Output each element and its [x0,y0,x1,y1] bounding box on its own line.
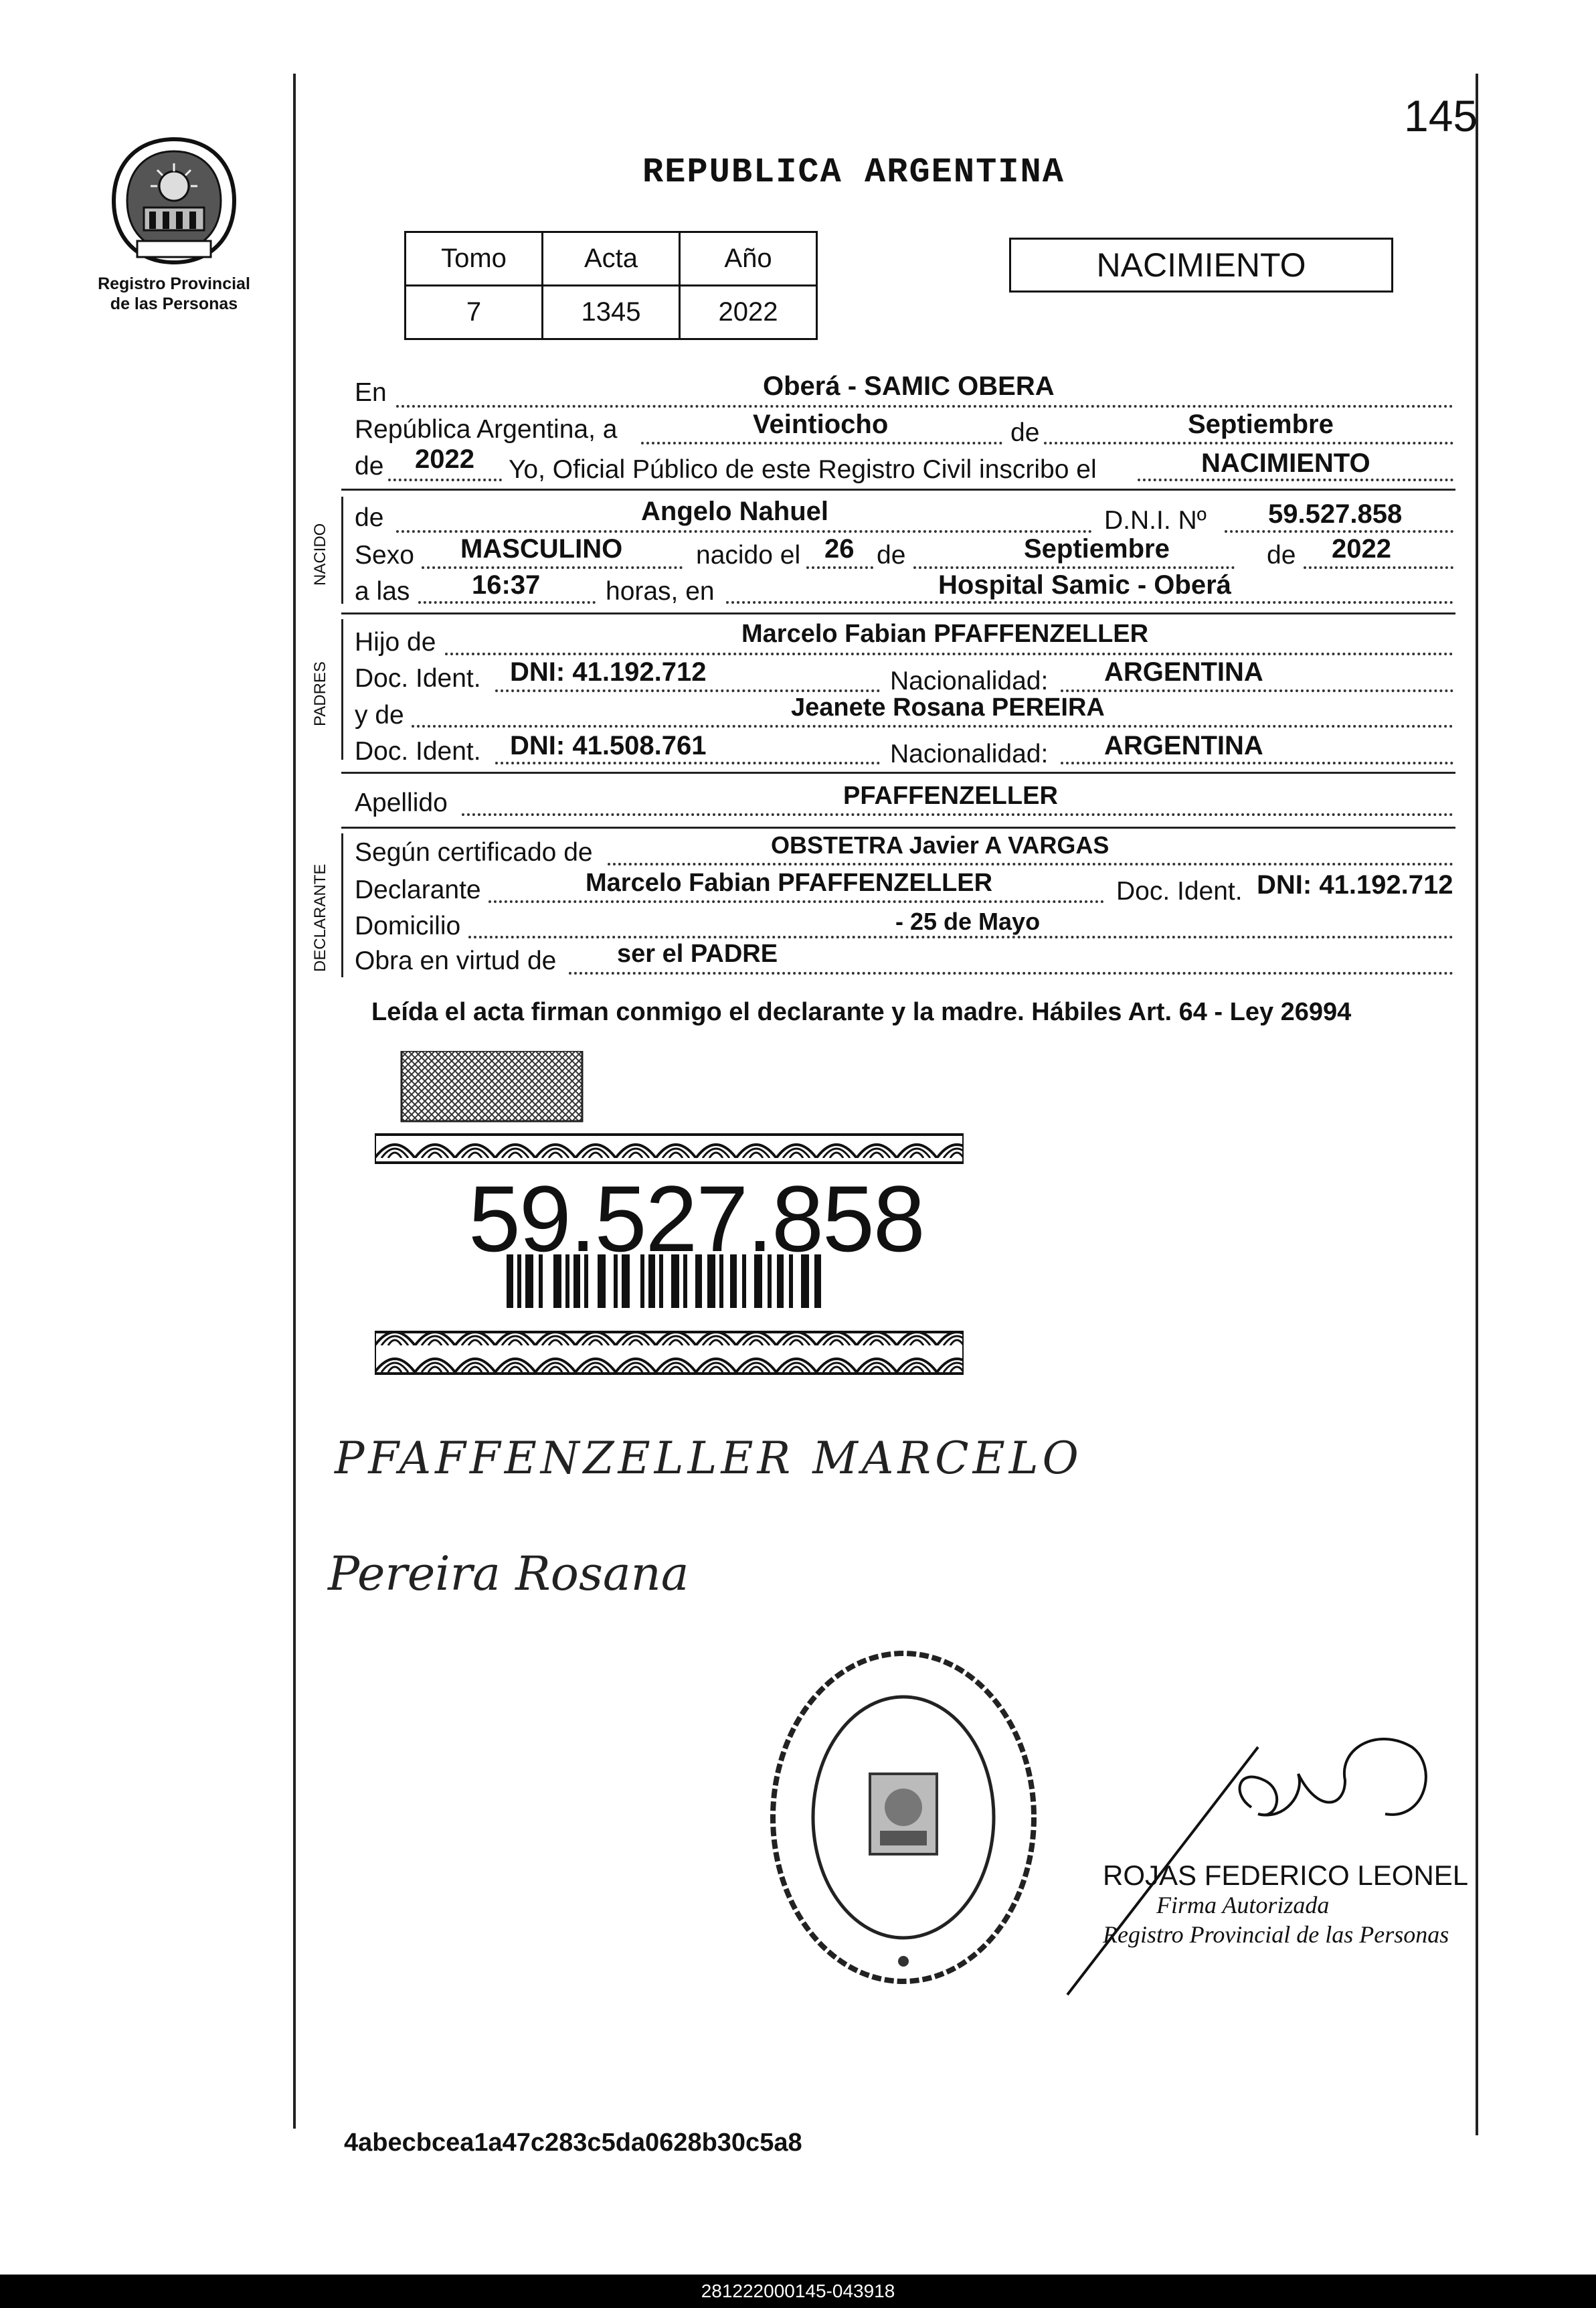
value-dia-nacimiento: 26 [824,534,855,564]
dots-hora [418,601,596,604]
ref-header-acta: Acta [543,232,680,286]
official-stamp-icon [763,1640,1044,1995]
dots-tipo [1138,479,1453,481]
value-anio-inscripcion: 2022 [415,444,474,474]
side-label-nacido: NACIDO [311,523,329,586]
nacido-bracket [341,497,343,604]
label-inscribo: Yo, Oficial Público de este Registro Civil inscribo el [509,455,1097,484]
dots-dia-nac [806,566,873,569]
officer-block [1103,1861,1468,1949]
declarante-bracket [341,833,343,977]
page-number: 145 [1404,91,1478,141]
ref-header-tomo: Tomo [406,232,543,286]
ref-value-anio: 2022 [680,286,817,339]
logo-caption-line2: de las Personas [110,295,238,313]
dots-dia [641,442,1002,444]
label-de-anio-nac: de [1267,541,1296,570]
dots-nombre [396,530,1092,533]
label-dni: D.N.I. Nº [1104,506,1207,535]
value-domicilio: - 25 de Mayo [895,908,1041,935]
label-doc-padre: Doc. Ident. [355,664,481,693]
separator-1 [341,489,1455,491]
value-obra: ser el PADRE [617,940,778,968]
side-label-padres: PADRES [311,661,329,726]
label-en: En [355,378,387,407]
father-signature: PFAFFENZELLER MARCELO [335,1432,1083,1484]
dots-mes [1044,442,1453,444]
value-padre: Marcelo Fabian PFAFFENZELLER [741,620,1149,648]
value-madre-doc: DNI: 41.508.761 [510,731,707,760]
value-madre: Jeanete Rosana PEREIRA [791,693,1105,722]
value-mes-inscripcion: Septiembre [1188,410,1334,439]
label-de-mes: de [1010,418,1040,447]
reference-table [404,231,818,340]
label-de-anio: de [355,452,384,481]
value-lugar: Oberá - SAMIC OBERA [763,372,1055,401]
dots-lugar-nac [726,601,1453,604]
document-hash: 4abecbcea1a47c283c5da0628b30c5a8 [344,2129,802,2157]
dots-certificado [608,863,1453,865]
value-sexo: MASCULINO [460,534,623,564]
dots-nac-madre [1061,762,1453,764]
dots-sexo [422,566,683,569]
label-declarante-doc: Doc. Ident. [1116,877,1243,906]
dots-anio-nac [1304,566,1453,569]
dots-doc-madre [495,762,880,764]
value-padre-nacionalidad: ARGENTINA [1104,657,1263,687]
value-declarante-doc: DNI: 41.192.712 [1257,870,1453,900]
dots-domicilio [468,936,1453,938]
country-title: REPUBLICA ARGENTINA [642,153,1065,192]
mother-signature: Pereira Rosana [328,1546,689,1601]
left-margin-line [293,74,296,2129]
dots-madre [412,725,1453,728]
officer-role: Firma Autorizada [1156,1892,1330,1918]
value-hora: 16:37 [472,570,541,600]
label-de-mes-nac: de [877,541,906,570]
ref-header-anio: Año [680,232,817,286]
dots-doc-padre [495,689,880,692]
value-nombre: Angelo Nahuel [641,497,829,526]
label-hijo-de: Hijo de [355,628,436,657]
footer-code: 281222000145-043918 [0,2275,1596,2308]
label-republica: República Argentina, a [355,415,618,444]
dots-anio [388,479,502,481]
value-dia-texto: Veintiocho [753,410,889,439]
padres-bracket [341,619,343,760]
label-doc-madre: Doc. Ident. [355,737,481,766]
dots-dni [1225,530,1453,533]
value-padre-doc: DNI: 41.192.712 [510,657,707,687]
dots-obra [569,972,1453,975]
separator-4 [341,827,1455,829]
value-madre-nacionalidad: ARGENTINA [1104,731,1263,760]
label-nacido-el: nacido el [696,541,801,570]
value-anio-nacimiento: 2022 [1332,534,1391,564]
label-domicilio: Domicilio [355,912,461,940]
side-label-declarante: DECLARANTE [311,863,329,972]
provincial-seal-icon [110,134,238,268]
label-apellido: Apellido [355,789,448,817]
value-tipo: NACIMIENTO [1201,448,1370,478]
logo-caption-line1: Registro Provincial [98,274,250,293]
closing-text: Leída el acta firman conmigo el declarante y la madre. Hábiles Art. 64 - Ley 26994 [371,998,1352,1026]
separator-3 [341,772,1455,774]
dots-padre [445,653,1453,655]
dni-sticker-number: 59.527.858 [468,1166,924,1271]
label-de-nombre: de [355,503,384,532]
separator-2 [341,612,1455,614]
registry-logo [94,134,254,328]
officer-name: ROJAS FEDERICO LEONEL [1103,1860,1469,1891]
right-margin-line [1476,74,1478,2135]
label-y-de: y de [355,701,404,730]
dots-mes-nac [913,566,1235,569]
dots-en [396,405,1453,408]
value-certificado: OBSTETRA Javier A VARGAS [771,831,1110,859]
value-apellido: PFAFFENZELLER [843,782,1058,810]
label-obra: Obra en virtud de [355,946,557,975]
label-declarante: Declarante [355,876,481,904]
label-horas-en: horas, en [606,577,715,606]
value-mes-nacimiento: Septiembre [1024,534,1170,564]
label-segun: Según certificado de [355,838,593,867]
label-nac-padre: Nacionalidad: [890,667,1049,695]
label-nac-madre: Nacionalidad: [890,740,1049,768]
dots-nac-padre [1061,689,1453,692]
value-dni: 59.527.858 [1268,499,1403,529]
ref-value-tomo: 7 [406,286,543,339]
label-sexo: Sexo [355,541,414,570]
document-type-box: NACIMIENTO [1009,238,1393,293]
ref-value-acta: 1345 [543,286,680,339]
dots-declarante [489,900,1104,903]
value-declarante: Marcelo Fabian PFAFFENZELLER [586,869,993,897]
label-a-las: a las [355,577,410,606]
officer-office: Registro Provincial de las Personas [1103,1921,1449,1948]
value-lugar-nacimiento: Hospital Samic - Oberá [938,570,1231,600]
dots-apellido [462,813,1453,816]
